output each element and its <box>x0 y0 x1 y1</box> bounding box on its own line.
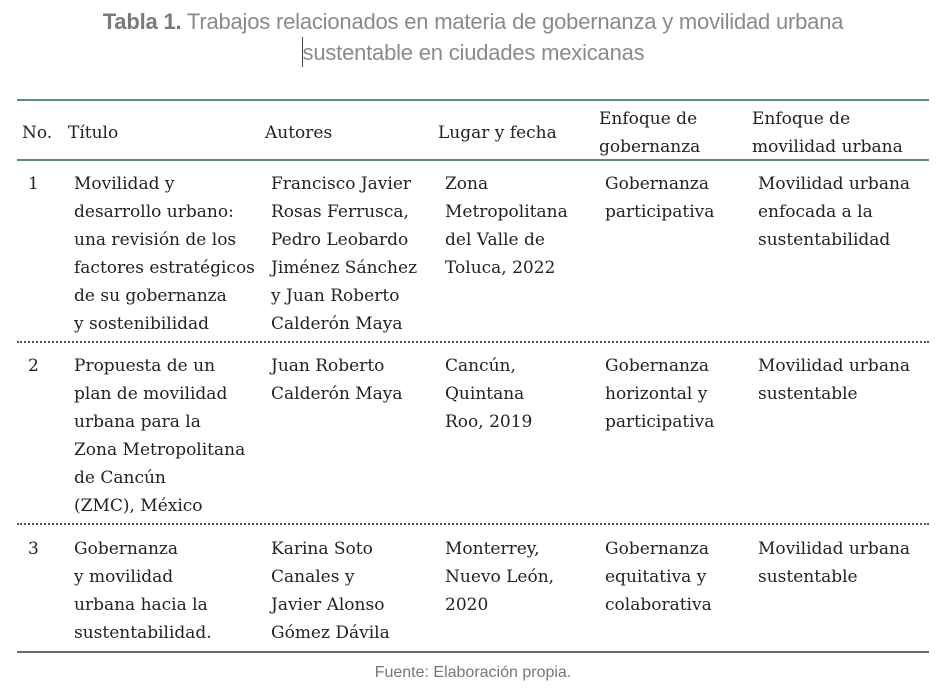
row-3-titulo: Gobernanza y movilidad urbana hacia la sustentabilidad. <box>74 539 212 643</box>
header-titulo: Título <box>68 123 119 143</box>
caption-label: Tabla 1. <box>102 9 182 34</box>
row-2-autores: Juan Roberto Calderón Maya <box>271 356 403 404</box>
caption-line-1 <box>0 6 946 37</box>
header-enfoque-movilidad: Enfoque de movilidad urbana <box>752 109 903 157</box>
header-no: No. <box>22 123 53 143</box>
row-2-lugar: Cancún, Quintana Roo, 2019 <box>445 356 533 432</box>
header-lugar: Lugar y fecha <box>438 123 557 143</box>
row-1-lugar: Zona Metropolitana del Valle de Toluca, 2022 <box>445 174 568 278</box>
row-1-no: 1 <box>28 174 39 194</box>
row-1-enfoque-gobernanza: Gobernanza participativa <box>605 174 715 222</box>
row-2-titulo: Propuesta de un plan de movilidad urbana para la Zona Metropolitana de Cancún (ZMC), México <box>74 356 246 516</box>
caption-title-line-2: sustentable en ciudades mexicanas <box>302 40 645 65</box>
row-2-enfoque-gobernanza: Gobernanza horizontal y participativa <box>605 356 715 432</box>
table-caption <box>0 6 946 68</box>
row-3-lugar: Monterrey, Nuevo León, 2020 <box>445 539 555 615</box>
row-divider-1 <box>17 341 929 343</box>
row-1-enfoque-movilidad: Movilidad urbana enfocada a la sustentabilidad <box>758 174 911 250</box>
row-3-enfoque-movilidad: Movilidad urbana sustentable <box>758 539 911 587</box>
row-1-autores: Francisco Javier Rosas Ferrusca, Pedro Leobardo Jiménez Sánchez y Juan Roberto Calderón Maya <box>271 174 418 334</box>
caption-line-2 <box>0 37 946 68</box>
row-divider-2 <box>17 523 929 525</box>
row-3-autores: Karina Soto Canales y Javier Alonso Gómez Dávila <box>271 539 390 643</box>
row-3-no: 3 <box>28 539 39 559</box>
table-top-rule <box>17 99 929 101</box>
table-header-rule <box>17 159 929 161</box>
table-source-note: Fuente: Elaboración propia. <box>374 664 572 681</box>
row-1-titulo: Movilidad y desarrollo urbano: una revisión de los factores estratégicos de su gobernanza y sostenibilidad <box>74 174 255 334</box>
row-2-no: 2 <box>28 356 39 376</box>
caption-title-line-1: Trabajos relacionados en materia de gobernanza y movilidad urbana <box>186 9 844 34</box>
header-enfoque-gobernanza: Enfoque de gobernanza <box>599 109 701 157</box>
row-3-enfoque-gobernanza: Gobernanza equitativa y colaborativa <box>605 539 712 615</box>
table-bottom-rule <box>17 651 929 653</box>
header-autores: Autores <box>265 123 333 143</box>
row-2-enfoque-movilidad: Movilidad urbana sustentable <box>758 356 911 404</box>
